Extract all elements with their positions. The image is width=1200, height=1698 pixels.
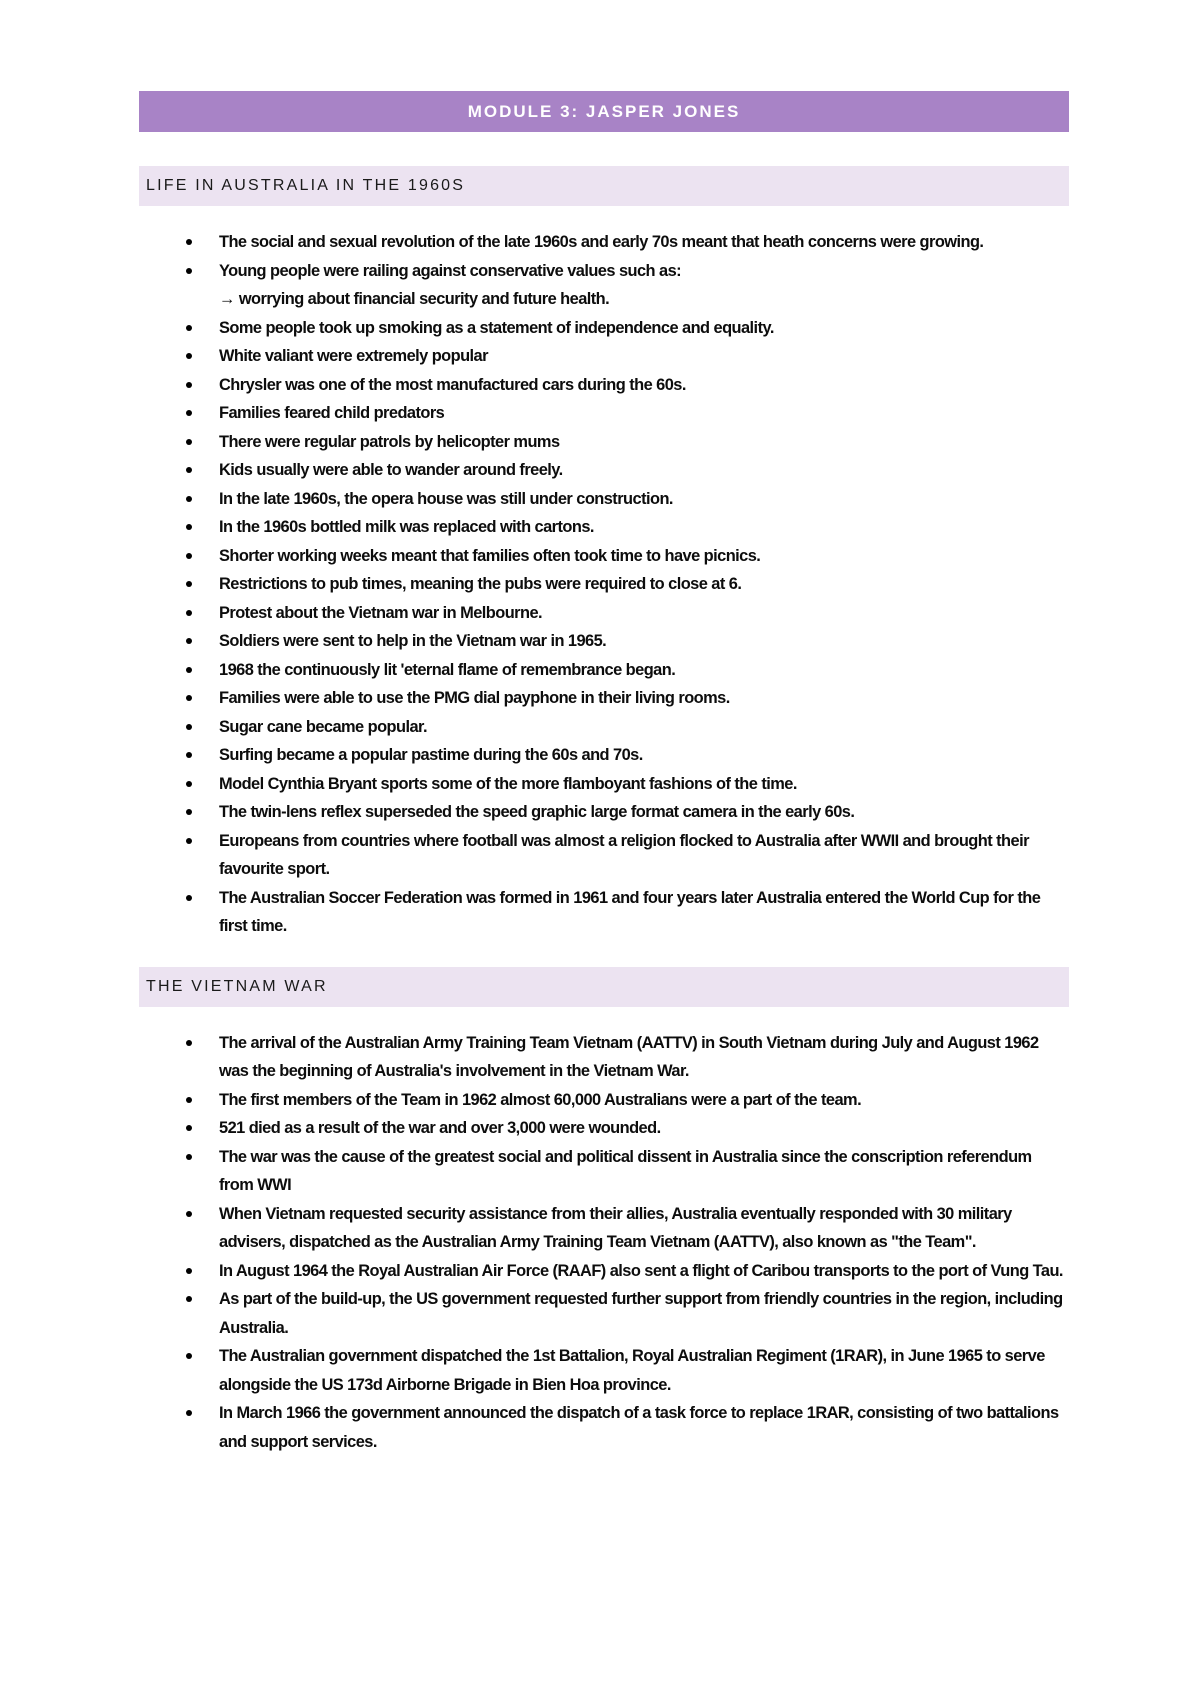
list-item: The Australian Soccer Federation was formed in 1961 and four years later Australia entered the World Cup for the first time. xyxy=(139,884,1069,941)
bullet-icon xyxy=(186,467,192,473)
list-item: In March 1966 the government announced the dispatch of a task force to replace 1RAR, consisting of two battalions and support services. xyxy=(139,1399,1069,1456)
document-page xyxy=(139,91,1069,1456)
bullet-icon xyxy=(186,667,192,673)
bullet-icon xyxy=(186,496,192,502)
list-item: There were regular patrols by helicopter mums xyxy=(139,428,1069,457)
list-item: Chrysler was one of the most manufactured cars during the 60s. xyxy=(139,371,1069,400)
bullet-icon xyxy=(186,1353,192,1359)
bullet-icon xyxy=(186,1040,192,1046)
list-item: The war was the cause of the greatest social and political dissent in Australia since the conscription referendum from WWI xyxy=(139,1143,1069,1200)
list-item: Sugar cane became popular. xyxy=(139,713,1069,742)
list-item: Shorter working weeks meant that families often took time to have picnics. xyxy=(139,542,1069,571)
bullet-icon xyxy=(186,752,192,758)
bullet-icon xyxy=(186,809,192,815)
bullet-icon xyxy=(186,895,192,901)
bullet-icon xyxy=(186,1410,192,1416)
bullet-icon xyxy=(186,1296,192,1302)
list-item: The Australian government dispatched the 1st Battalion, Royal Australian Regiment (1RAR), in June 1965 to serve alongside the US 173d Airborne Brigade in Bien Hoa province. xyxy=(139,1342,1069,1399)
sub-point: → worrying about financial security and future health. xyxy=(219,285,1069,314)
list-item: The arrival of the Australian Army Training Team Vietnam (AATTV) in South Vietnam during July and August 1962 was the beginning of Australia's involvement in the Vietnam War. xyxy=(139,1029,1069,1086)
list-item: 1968 the continuously lit 'eternal flame of remembrance began. xyxy=(139,656,1069,685)
list-item: In the 1960s bottled milk was replaced with cartons. xyxy=(139,513,1069,542)
list-item: Surfing became a popular pastime during the 60s and 70s. xyxy=(139,741,1069,770)
bullet-icon xyxy=(186,439,192,445)
bullet-icon xyxy=(186,325,192,331)
bullet-icon xyxy=(186,1211,192,1217)
bullet-list-life-in-australia xyxy=(139,228,1069,941)
bullet-icon xyxy=(186,581,192,587)
bullet-icon xyxy=(186,353,192,359)
list-item: Soldiers were sent to help in the Vietnam war in 1965. xyxy=(139,627,1069,656)
list-item: In the late 1960s, the opera house was still under construction. xyxy=(139,485,1069,514)
bullet-icon xyxy=(186,268,192,274)
list-item: Families were able to use the PMG dial payphone in their living rooms. xyxy=(139,684,1069,713)
bullet-icon xyxy=(186,695,192,701)
list-item: In August 1964 the Royal Australian Air Force (RAAF) also sent a flight of Caribou transports to the port of Vung Tau. xyxy=(139,1257,1069,1286)
arrow-right-icon: → xyxy=(219,290,235,308)
list-item: 521 died as a result of the war and over 3,000 were wounded. xyxy=(139,1114,1069,1143)
bullet-icon xyxy=(186,1097,192,1103)
bullet-icon xyxy=(186,781,192,787)
list-item: Europeans from countries where football was almost a religion flocked to Australia after WWII and brought their favourite sport. xyxy=(139,827,1069,884)
bullet-icon xyxy=(186,553,192,559)
list-item: Restrictions to pub times, meaning the pubs were required to close at 6. xyxy=(139,570,1069,599)
list-item: The first members of the Team in 1962 almost 60,000 Australians were a part of the team. xyxy=(139,1086,1069,1115)
bullet-icon xyxy=(186,239,192,245)
bullet-icon xyxy=(186,1125,192,1131)
bullet-list-vietnam-war xyxy=(139,1029,1069,1457)
bullet-icon xyxy=(186,724,192,730)
bullet-icon xyxy=(186,410,192,416)
list-item: Model Cynthia Bryant sports some of the more flamboyant fashions of the time. xyxy=(139,770,1069,799)
list-item: When Vietnam requested security assistance from their allies, Australia eventually responded with 30 military advisers, dispatched as the Australian Army Training Team Vietnam (AATTV), also known as "the Team". xyxy=(139,1200,1069,1257)
bullet-icon xyxy=(186,1268,192,1274)
bullet-icon xyxy=(186,638,192,644)
bullet-icon xyxy=(186,1154,192,1160)
list-item: The social and sexual revolution of the late 1960s and early 70s meant that heath concerns were growing. xyxy=(139,228,1069,257)
list-item: White valiant were extremely popular xyxy=(139,342,1069,371)
section-heading-vietnam-war: THE VIETNAM WAR xyxy=(139,967,1069,1007)
list-item: Kids usually were able to wander around freely. xyxy=(139,456,1069,485)
list-item: Protest about the Vietnam war in Melbourne. xyxy=(139,599,1069,628)
bullet-icon xyxy=(186,382,192,388)
list-item: As part of the build-up, the US government requested further support from friendly countries in the region, including Australia. xyxy=(139,1285,1069,1342)
bullet-icon xyxy=(186,838,192,844)
module-title: MODULE 3: JASPER JONES xyxy=(139,91,1069,132)
list-item: Young people were railing against conservative values such as: → worrying about financial security and future health. xyxy=(139,257,1069,314)
section-heading-life-in-australia: LIFE IN AUSTRALIA IN THE 1960S xyxy=(139,166,1069,206)
list-item: Some people took up smoking as a statement of independence and equality. xyxy=(139,314,1069,343)
bullet-icon xyxy=(186,524,192,530)
list-item: The twin-lens reflex superseded the speed graphic large format camera in the early 60s. xyxy=(139,798,1069,827)
bullet-icon xyxy=(186,610,192,616)
list-item: Families feared child predators xyxy=(139,399,1069,428)
